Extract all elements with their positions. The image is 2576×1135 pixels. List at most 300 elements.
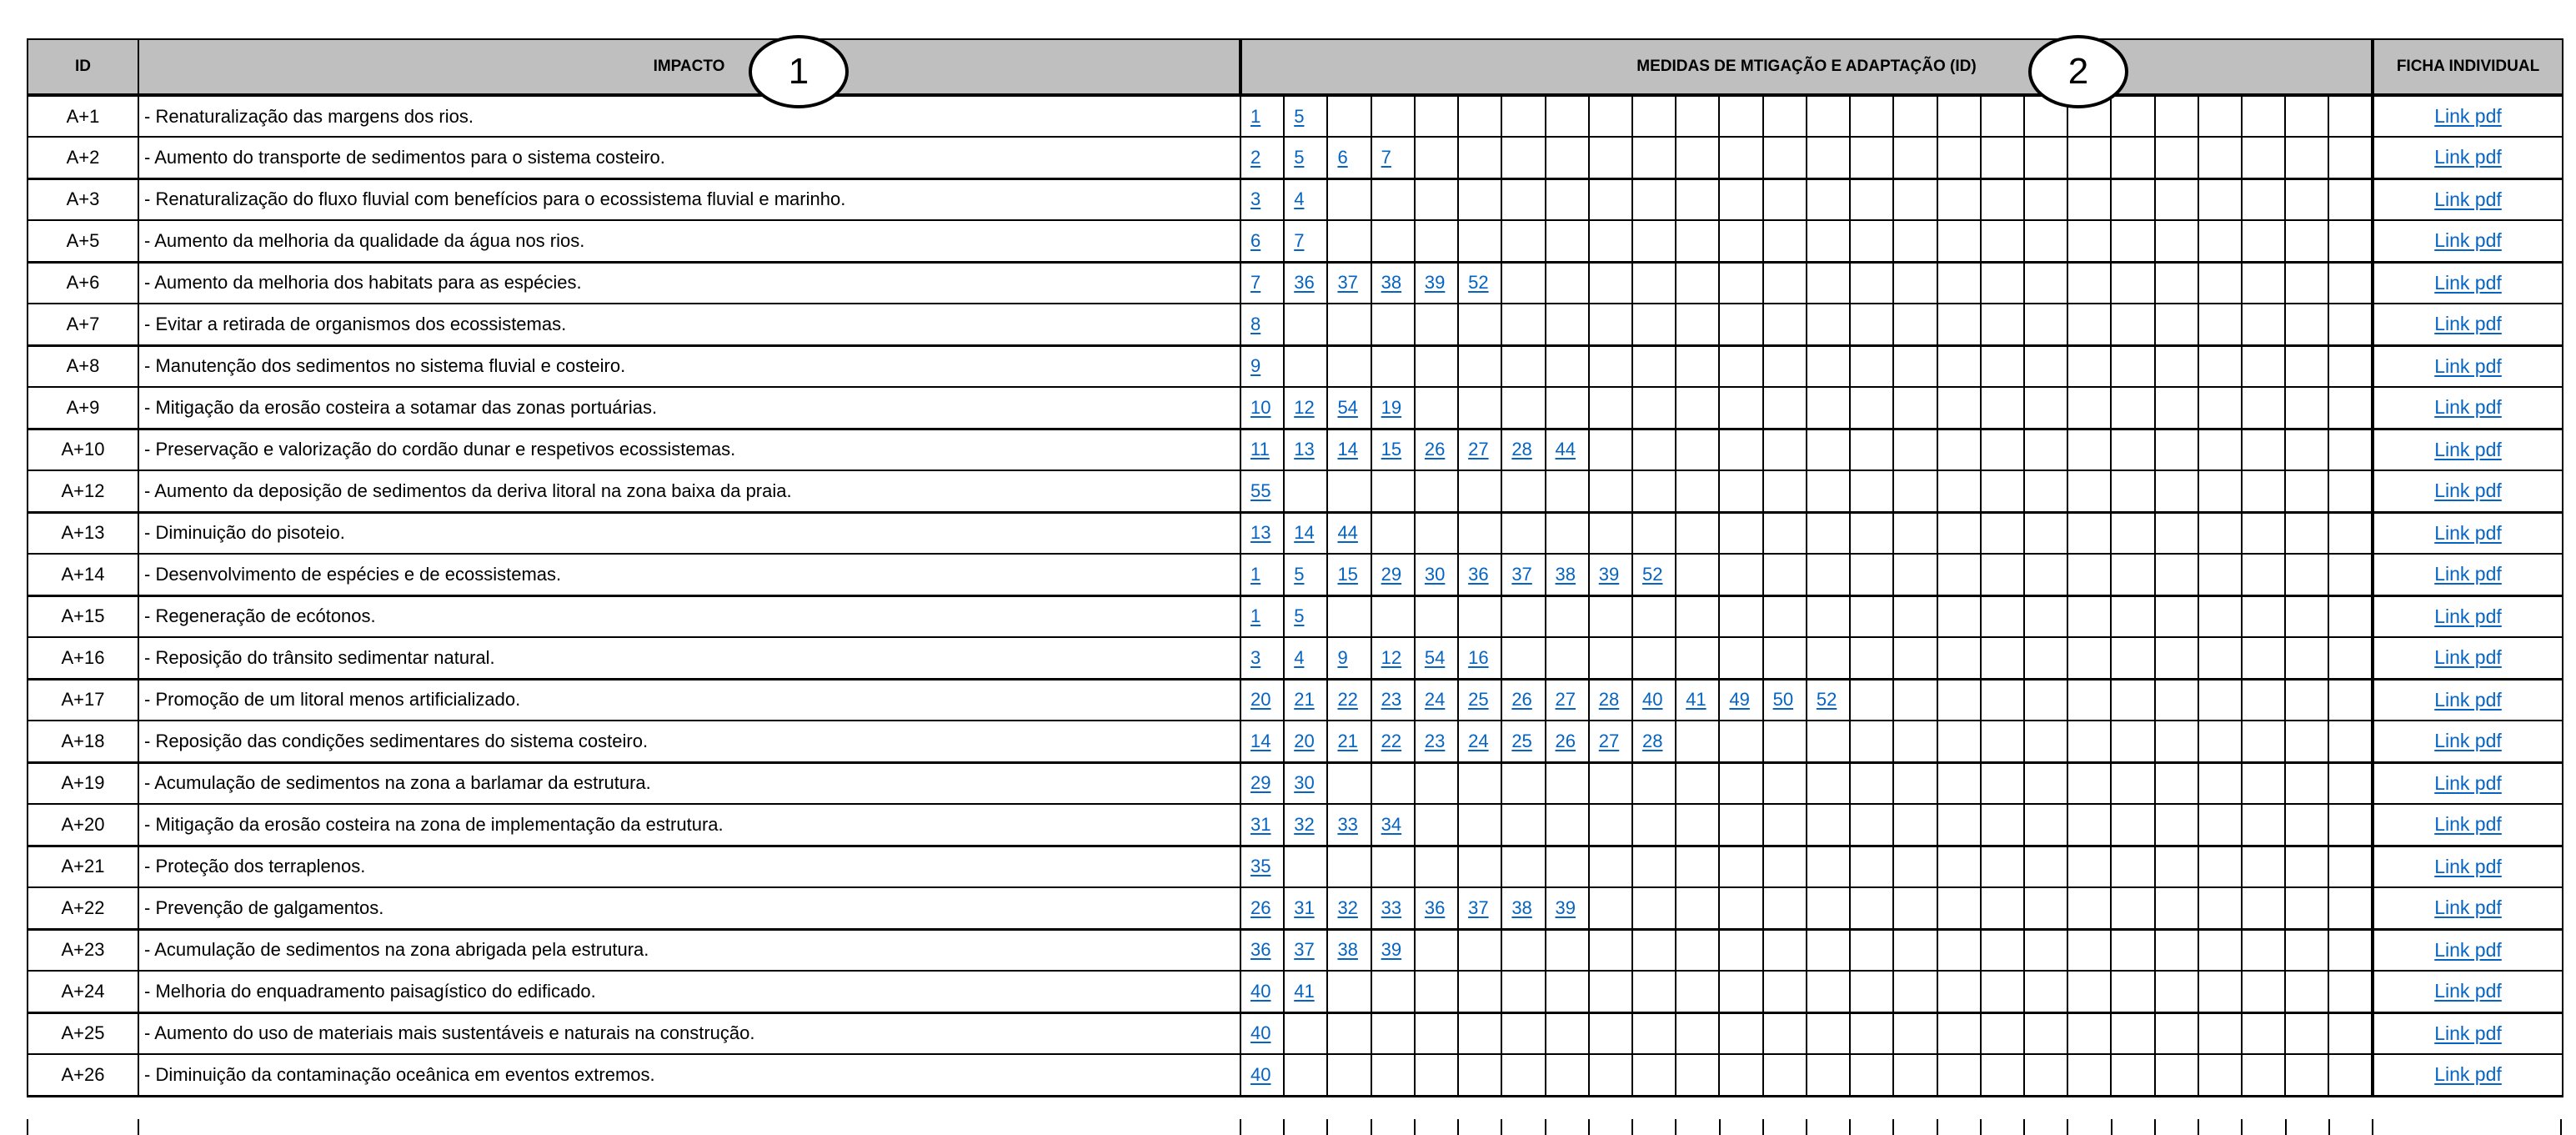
measure-link[interactable]: 33: [1381, 896, 1402, 918]
measure-cell: [2242, 721, 2285, 762]
measure-link[interactable]: 4: [1294, 188, 1305, 210]
measure-cell: [1415, 95, 1458, 137]
measure-cell: [1676, 470, 1719, 512]
measure-cell: [2328, 721, 2373, 762]
measure-cell: [1501, 595, 1545, 637]
measure-link[interactable]: 37: [1468, 896, 1489, 918]
measure-link[interactable]: 28: [1641, 730, 1663, 751]
measure-cell: [1632, 637, 1676, 679]
pdf-link[interactable]: Link pdf: [2434, 896, 2502, 919]
measure-link[interactable]: 4: [1294, 646, 1305, 668]
measure-link[interactable]: 25: [1511, 730, 1532, 751]
measure-cell: [2024, 637, 2067, 679]
measure-cell: [2328, 595, 2373, 637]
measure-cell: [1807, 220, 1850, 262]
measure-cell: [1632, 846, 1676, 887]
measure-link[interactable]: 23: [1381, 689, 1402, 711]
measure-cell: [1632, 971, 1676, 1012]
measure-link[interactable]: 24: [1424, 689, 1446, 711]
measure-cell: [2067, 429, 2111, 470]
measure-cell: [1501, 804, 1545, 846]
measure-cell: [1850, 262, 1893, 304]
measure-cell: [2111, 595, 2154, 637]
measure-cell: [1546, 679, 1589, 721]
measure-cell: [1589, 595, 1632, 637]
measure-cell: [1981, 637, 2024, 679]
measure-cell: [1719, 470, 1762, 512]
impact-description: - Promoção de um litoral menos artificializado.: [138, 679, 1240, 721]
measure-cell: [1719, 137, 1762, 178]
pdf-link[interactable]: Link pdf: [2434, 229, 2502, 252]
measure-link[interactable]: 40: [1250, 1063, 1271, 1085]
ficha-cell: [2373, 304, 2563, 345]
measure-link[interactable]: 44: [1337, 522, 1358, 544]
measure-link[interactable]: 5: [1294, 105, 1305, 127]
measure-cell: [1676, 95, 1719, 137]
measure-link[interactable]: 19: [1381, 396, 1402, 418]
measure-cell: [1632, 1054, 1676, 1096]
measure-cell: [1240, 387, 1284, 429]
measure-cell: [1240, 1054, 1284, 1096]
measure-link[interactable]: 7: [1294, 229, 1305, 251]
measure-link[interactable]: 39: [1381, 939, 1402, 961]
measure-link[interactable]: 5: [1294, 605, 1305, 627]
measure-cell: [2285, 220, 2328, 262]
measure-link[interactable]: 28: [1598, 689, 1620, 711]
measure-link[interactable]: 8: [1250, 313, 1261, 334]
impact-description: - Aumento do uso de materiais mais sustentáveis e naturais na construção.: [138, 1012, 1240, 1054]
measure-cell: [1458, 762, 1501, 804]
measure-link[interactable]: 37: [1337, 272, 1358, 294]
measure-cell: [2067, 804, 2111, 846]
measure-cell: [1327, 512, 1371, 554]
ficha-cell: [2373, 804, 2563, 846]
measure-link[interactable]: 5: [1294, 563, 1305, 585]
measure-cell: [2242, 137, 2285, 178]
measure-cell: [1676, 345, 1719, 387]
measure-cell: [1937, 345, 1981, 387]
impact-id: A+20: [28, 804, 138, 846]
grid-line-stub: [1631, 1119, 1633, 1135]
pdf-link[interactable]: Link pdf: [2434, 480, 2502, 502]
measure-cell: [2067, 470, 2111, 512]
measure-link[interactable]: 20: [1294, 730, 1315, 751]
measure-cell: [1763, 595, 1807, 637]
measure-cell: [2111, 721, 2154, 762]
impact-id: A+5: [28, 220, 138, 262]
measure-cell: [1501, 554, 1545, 595]
measure-link[interactable]: 36: [1468, 563, 1489, 585]
grid-line-stub: [1675, 1119, 1676, 1135]
measure-link[interactable]: 12: [1381, 646, 1402, 668]
measure-cell: [2198, 262, 2242, 304]
measure-cell: [1589, 679, 1632, 721]
table-row: [28, 178, 2563, 220]
measure-cell: [1458, 178, 1501, 220]
measure-link[interactable]: 21: [1294, 689, 1315, 711]
measure-link[interactable]: 32: [1294, 813, 1315, 835]
pdf-link[interactable]: Link pdf: [2434, 1063, 2502, 1086]
measure-cell: [2067, 679, 2111, 721]
measure-link[interactable]: 1: [1250, 563, 1261, 585]
table-row: [28, 595, 2563, 637]
measure-cell: [1458, 721, 1501, 762]
impact-description: - Reposição do trânsito sedimentar natural.: [138, 637, 1240, 679]
measure-link[interactable]: 27: [1598, 730, 1620, 751]
measure-link[interactable]: 22: [1337, 689, 1358, 711]
measure-link[interactable]: 12: [1294, 396, 1315, 418]
impact-id: A+7: [28, 304, 138, 345]
measure-link[interactable]: 24: [1468, 730, 1489, 751]
pdf-link[interactable]: Link pdf: [2434, 813, 2502, 836]
measure-cell: [1589, 637, 1632, 679]
measure-cell: [2024, 971, 2067, 1012]
measure-cell: [2024, 721, 2067, 762]
measure-cell: [1501, 971, 1545, 1012]
measure-link[interactable]: 39: [1555, 896, 1576, 918]
measure-cell: [2111, 470, 2154, 512]
measure-cell: [1284, 95, 1327, 137]
measure-link[interactable]: 13: [1294, 439, 1315, 460]
measure-cell: [2328, 220, 2373, 262]
measure-cell: [1763, 387, 1807, 429]
measure-link[interactable]: 39: [1598, 563, 1620, 585]
measure-cell: [1763, 345, 1807, 387]
measure-link[interactable]: 38: [1337, 939, 1358, 961]
measure-cell: [1632, 178, 1676, 220]
measure-link[interactable]: 52: [1468, 272, 1489, 294]
measure-link[interactable]: 38: [1555, 563, 1576, 585]
measure-link[interactable]: 26: [1424, 439, 1446, 460]
measure-cell: [1937, 554, 1981, 595]
measure-link[interactable]: 15: [1337, 563, 1358, 585]
measure-cell: [1937, 220, 1981, 262]
measure-cell: [1807, 304, 1850, 345]
measure-cell: [1371, 846, 1415, 887]
measure-cell: [1284, 679, 1327, 721]
grid-line-stub: [1457, 1119, 1459, 1135]
ficha-cell: [2373, 595, 2563, 637]
measure-cell: [2067, 887, 2111, 929]
measure-link[interactable]: 30: [1424, 563, 1446, 585]
pdf-link[interactable]: Link pdf: [2434, 271, 2502, 294]
measure-link[interactable]: 52: [1816, 689, 1837, 711]
measure-cell: [1415, 178, 1458, 220]
measure-cell: [1415, 387, 1458, 429]
pdf-link[interactable]: Link pdf: [2434, 688, 2502, 711]
measure-link[interactable]: 14: [1337, 439, 1358, 460]
pdf-link[interactable]: Link pdf: [2434, 605, 2502, 627]
table-row: [28, 220, 2563, 262]
measure-cell: [2328, 387, 2373, 429]
measure-link[interactable]: 5: [1294, 146, 1305, 168]
measure-cell: [1327, 929, 1371, 971]
measure-link[interactable]: 9: [1337, 646, 1348, 668]
measure-link[interactable]: 16: [1468, 646, 1489, 668]
pdf-link[interactable]: Link pdf: [2434, 1022, 2502, 1044]
measure-cell: [1589, 137, 1632, 178]
measure-link[interactable]: 26: [1555, 730, 1576, 751]
measure-cell: [1763, 971, 1807, 1012]
grid-line-stub: [2241, 1119, 2243, 1135]
measure-link[interactable]: 31: [1294, 896, 1315, 918]
measure-link[interactable]: 25: [1468, 689, 1489, 711]
measure-cell: [1893, 721, 1937, 762]
measure-cell: [2024, 512, 2067, 554]
measure-cell: [2242, 846, 2285, 887]
measure-link[interactable]: 44: [1555, 439, 1576, 460]
measure-link[interactable]: 39: [1424, 272, 1446, 294]
measure-cell: [2067, 721, 2111, 762]
measure-link[interactable]: 40: [1250, 980, 1271, 1002]
measure-cell: [2024, 178, 2067, 220]
measure-link[interactable]: 1: [1250, 605, 1261, 627]
measure-cell: [2198, 595, 2242, 637]
measure-link[interactable]: 14: [1294, 522, 1315, 544]
measure-link[interactable]: 3: [1250, 188, 1261, 210]
measure-link[interactable]: 54: [1337, 396, 1358, 418]
measure-cell: [1546, 137, 1589, 178]
ficha-cell: [2373, 721, 2563, 762]
measure-cell: [1937, 929, 1981, 971]
measure-link[interactable]: 26: [1250, 896, 1271, 918]
measure-cell: [1850, 554, 1893, 595]
measure-cell: [2111, 512, 2154, 554]
measure-cell: [1719, 429, 1762, 470]
pdf-link[interactable]: Link pdf: [2434, 771, 2502, 794]
measure-cell: [1458, 429, 1501, 470]
ficha-cell: [2373, 1054, 2563, 1096]
measure-link[interactable]: 1: [1250, 105, 1261, 127]
measure-cell: [2285, 470, 2328, 512]
measure-link[interactable]: 50: [1772, 689, 1794, 711]
pdf-link[interactable]: Link pdf: [2434, 146, 2502, 168]
measure-link[interactable]: 29: [1250, 772, 1271, 794]
measure-link[interactable]: 31: [1250, 813, 1271, 835]
measure-cell: [1937, 887, 1981, 929]
ficha-cell: [2373, 846, 2563, 887]
impact-description: - Aumento do transporte de sedimentos para o sistema costeiro.: [138, 137, 1240, 178]
measure-cell: [2111, 95, 2154, 137]
pdf-link[interactable]: Link pdf: [2434, 521, 2502, 544]
measure-cell: [2242, 387, 2285, 429]
measure-cell: [2285, 887, 2328, 929]
ficha-cell: [2373, 929, 2563, 971]
measure-cell: [2067, 1054, 2111, 1096]
pdf-link[interactable]: Link pdf: [2434, 313, 2502, 335]
measure-cell: [1632, 554, 1676, 595]
measure-link[interactable]: 27: [1468, 439, 1489, 460]
measure-cell: [1415, 971, 1458, 1012]
impact-description: - Desenvolvimento de espécies e de ecossistemas.: [138, 554, 1240, 595]
table-row: [28, 554, 2563, 595]
pdf-link[interactable]: Link pdf: [2434, 396, 2502, 419]
measure-cell: [2242, 220, 2285, 262]
measure-link[interactable]: 7: [1381, 146, 1391, 168]
measure-cell: [1719, 846, 1762, 887]
measure-link[interactable]: 22: [1381, 730, 1402, 751]
measure-cell: [1284, 637, 1327, 679]
measure-cell: [1546, 971, 1589, 1012]
measure-cell: [2285, 95, 2328, 137]
pdf-link[interactable]: Link pdf: [2434, 938, 2502, 961]
measure-link[interactable]: 6: [1337, 146, 1348, 168]
measure-cell: [1589, 846, 1632, 887]
measure-cell: [2067, 178, 2111, 220]
header-ficha-individual: FICHA INDIVIDUAL: [2373, 39, 2563, 95]
measure-link[interactable]: 37: [1511, 563, 1532, 585]
pdf-link[interactable]: Link pdf: [2434, 438, 2502, 460]
table-header-row: [28, 39, 2563, 95]
impact-description: - Evitar a retirada de organismos dos ecossistemas.: [138, 304, 1240, 345]
measure-cell: [1415, 721, 1458, 762]
measure-cell: [1589, 220, 1632, 262]
measure-link[interactable]: 38: [1381, 272, 1402, 294]
measure-link[interactable]: 33: [1337, 813, 1358, 835]
pdf-link[interactable]: Link pdf: [2434, 855, 2502, 877]
measure-cell: [2285, 345, 2328, 387]
measure-link[interactable]: 11: [1250, 439, 1270, 460]
measure-link[interactable]: 10: [1250, 396, 1271, 418]
measure-link[interactable]: 26: [1511, 689, 1532, 711]
impact-description: - Acumulação de sedimentos na zona a barlamar da estrutura.: [138, 762, 1240, 804]
measure-cell: [2155, 345, 2198, 387]
measure-cell: [1632, 512, 1676, 554]
measure-cell: [2111, 345, 2154, 387]
measure-link[interactable]: 9: [1250, 355, 1261, 377]
measure-link[interactable]: 40: [1641, 689, 1663, 711]
measure-cell: [1327, 470, 1371, 512]
pdf-link[interactable]: Link pdf: [2434, 730, 2502, 752]
grid-line-stub: [1849, 1119, 1851, 1135]
measure-cell: [1807, 262, 1850, 304]
measure-cell: [1676, 679, 1719, 721]
measure-link[interactable]: 21: [1337, 730, 1358, 751]
measure-cell: [2111, 1054, 2154, 1096]
measure-link[interactable]: 27: [1555, 689, 1576, 711]
measure-cell: [1546, 512, 1589, 554]
measure-cell: [1589, 345, 1632, 387]
measure-link[interactable]: 23: [1424, 730, 1446, 751]
measure-link[interactable]: 6: [1250, 229, 1261, 251]
measure-cell: [1807, 95, 1850, 137]
measure-cell: [1893, 804, 1937, 846]
measure-cell: [1284, 595, 1327, 637]
pdf-link[interactable]: Link pdf: [2434, 188, 2502, 210]
measure-link[interactable]: 36: [1250, 939, 1271, 961]
measure-cell: [2198, 721, 2242, 762]
measure-link[interactable]: 37: [1294, 939, 1315, 961]
measure-cell: [2155, 220, 2198, 262]
measure-link[interactable]: 7: [1250, 272, 1261, 294]
measure-link[interactable]: 41: [1294, 980, 1315, 1002]
measure-cell: [2242, 762, 2285, 804]
measure-cell: [1240, 721, 1284, 762]
measure-cell: [1937, 971, 1981, 1012]
grid-line-stub: [1371, 1119, 1372, 1135]
measure-cell: [1546, 429, 1589, 470]
measure-cell: [1458, 220, 1501, 262]
measure-cell: [2155, 637, 2198, 679]
measure-cell: [2024, 929, 2067, 971]
measure-cell: [1763, 262, 1807, 304]
measure-link[interactable]: 49: [1729, 689, 1750, 711]
measure-cell: [2242, 512, 2285, 554]
pdf-link[interactable]: Link pdf: [2434, 646, 2502, 669]
measure-cell: [1763, 429, 1807, 470]
measure-cell: [2285, 637, 2328, 679]
measure-link[interactable]: 2: [1250, 146, 1261, 168]
measure-link[interactable]: 34: [1381, 813, 1402, 835]
measure-link[interactable]: 36: [1294, 272, 1315, 294]
measure-cell: [1458, 887, 1501, 929]
measure-link[interactable]: 15: [1381, 439, 1402, 460]
measure-link[interactable]: 29: [1381, 563, 1402, 585]
measure-link[interactable]: 3: [1250, 646, 1261, 668]
measure-cell: [1981, 304, 2024, 345]
measure-cell: [2111, 929, 2154, 971]
measure-cell: [2155, 512, 2198, 554]
measure-cell: [1719, 929, 1762, 971]
measure-cell: [1893, 971, 1937, 1012]
measure-cell: [2024, 595, 2067, 637]
pdf-link[interactable]: Link pdf: [2434, 105, 2502, 127]
measure-link[interactable]: 28: [1511, 439, 1532, 460]
measure-link[interactable]: 35: [1250, 856, 1271, 877]
measure-cell: [1807, 178, 1850, 220]
measure-link[interactable]: 30: [1294, 772, 1315, 794]
measure-cell: [1719, 304, 1762, 345]
measure-link[interactable]: 14: [1250, 730, 1271, 751]
ficha-cell: [2373, 762, 2563, 804]
measure-cell: [1893, 929, 1937, 971]
pdf-link[interactable]: Link pdf: [2434, 563, 2502, 585]
measure-link[interactable]: 52: [1641, 563, 1663, 585]
measure-cell: [1501, 345, 1545, 387]
measure-cell: [1893, 1054, 1937, 1096]
pdf-link[interactable]: Link pdf: [2434, 980, 2502, 1002]
impact-id: A+14: [28, 554, 138, 595]
measure-link[interactable]: 32: [1337, 896, 1358, 918]
measure-cell: [1676, 1012, 1719, 1054]
measure-link[interactable]: 20: [1250, 689, 1271, 711]
measure-cell: [1240, 1012, 1284, 1054]
pdf-link[interactable]: Link pdf: [2434, 354, 2502, 377]
measure-cell: [1240, 95, 1284, 137]
measure-link[interactable]: 54: [1424, 646, 1446, 668]
measure-cell: [1327, 637, 1371, 679]
measure-cell: [1850, 762, 1893, 804]
measure-link[interactable]: 40: [1250, 1022, 1271, 1044]
grid-line-stub: [1414, 1119, 1416, 1135]
measure-link[interactable]: 36: [1424, 896, 1446, 918]
measure-cell: [1937, 304, 1981, 345]
ficha-cell: [2373, 345, 2563, 387]
measure-link[interactable]: 55: [1250, 480, 1271, 501]
measure-cell: [1937, 637, 1981, 679]
measure-cell: [1371, 470, 1415, 512]
measure-cell: [1850, 429, 1893, 470]
measure-link[interactable]: 41: [1686, 689, 1706, 711]
measure-cell: [2155, 721, 2198, 762]
grid-line-stub: [1326, 1119, 1328, 1135]
measure-cell: [2198, 804, 2242, 846]
measure-cell: [1284, 387, 1327, 429]
measure-link[interactable]: 38: [1511, 896, 1532, 918]
measure-link[interactable]: 13: [1250, 522, 1271, 544]
measure-cell: [1415, 929, 1458, 971]
measure-cell: [2155, 804, 2198, 846]
